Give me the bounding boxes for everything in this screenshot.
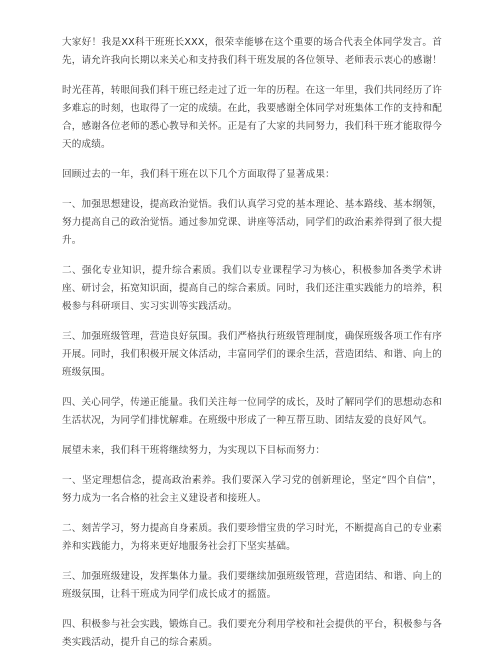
paragraph-achievements-heading: 回顾过去的一年，我们科干班在以下几个方面取得了显著成果：: [62, 169, 335, 180]
paragraph-achievement-4: 四、关心同学，传递正能量。我们关注每一位同学的成长，及时了解同学们的思想动态和生活状况，为同学们排忧解难。在班级中形成了一种互帮互助、团结友爱的良好风气。: [62, 397, 443, 426]
paragraph-achievement-2: 二、强化专业知识，提升综合素质。我们以专业课程学习为核心，积极参加各类学术讲座、研讨会，拓宽知识面，提高自己的综合素质。同时，我们还注重实践能力的培养，积极参与科研项目、实习实训等实践活动。: [62, 265, 443, 312]
paragraph-achievement-3: 三、加强班级管理，营造良好氛围。我们严格执行班级管理制度，确保班级各项工作有序开展。同时，我们积极开展文体活动，丰富同学们的课余生活，营造团结、和谐、向上的班级氛围。: [62, 331, 443, 378]
paragraph-goal-4: 四、积极参与社会实践，锻炼自己。我们要充分利用学校和社会提供的平台，积极参与各类实践活动，提升自己的综合素质。: [62, 619, 443, 648]
paragraph-goals-heading: 展望未来，我们科干班将继续努力，为实现以下目标而努力：: [62, 445, 326, 456]
paragraph-greeting: 大家好！我是XX科干班班长XXX，很荣幸能够在这个重要的场合代表全体同学发言。首先，请允许我向长期以来关心和支持我们科干班发展的各位领导、老师表示衷心的感谢！: [62, 37, 443, 66]
document-body: [62, 34, 442, 664]
paragraph-goal-1: 一、坚定理想信念，提高政治素养。我们要深入学习党的创新理论，坚定“四个自信”，努力成为一名合格的社会主义建设者和接班人。: [62, 475, 442, 504]
paragraph-goal-2: 二、刻苦学习，努力提高自身素质。我们要珍惜宝贵的学习时光，不断提高自己的专业素养和实践能力，为将来更好地服务社会打下坚实基础。: [62, 523, 443, 552]
paragraph-review-intro: 时光荏苒，转眼间我们科干班已经走过了近一年的历程。在这一年里，我们共同经历了许多难忘的时刻，也取得了一定的成绩。在此，我要感谢全体同学对班集体工作的支持和配合，感谢各位老师的悉心教导和关怀。正是有了大家的共同努力，我们科干班才能取得今天的成绩。: [62, 85, 443, 150]
paragraph-achievement-1: 一、加强思想建设，提高政治觉悟。我们认真学习党的基本理论、基本路线、基本纲领，努力提高自己的政治觉悟。通过参加党课、讲座等活动，同学们的政治素养得到了很大提升。: [62, 199, 443, 246]
paragraph-goal-3: 三、加强班级建设，发挥集体力量。我们要继续加强班级管理，营造团结、和谐、向上的班级氛围，让科干班成为同学们成长成才的摇篮。: [62, 571, 443, 600]
